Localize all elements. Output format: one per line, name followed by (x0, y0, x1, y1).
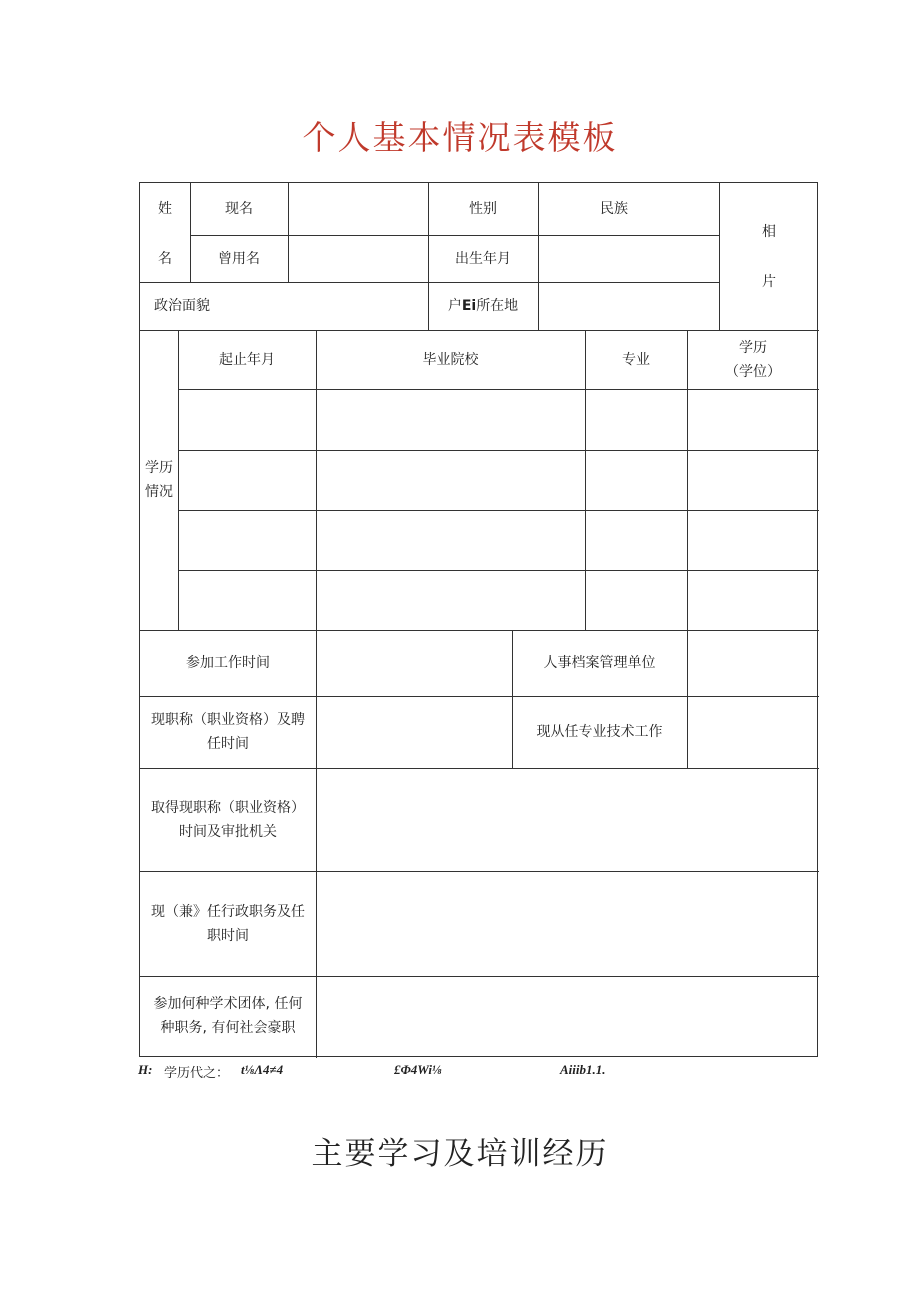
birth-date-field[interactable] (538, 235, 719, 282)
education-section-label (140, 330, 178, 630)
former-name-field[interactable] (288, 235, 428, 282)
edu-row-1-degree[interactable] (687, 389, 819, 450)
edu-header-degree-1: 学历 (739, 339, 767, 356)
title-hire-label (140, 696, 316, 768)
former-name-label: 曾用名 (218, 250, 260, 267)
personnel-file-unit-label: 人事档案管理单位 (543, 655, 656, 671)
edu-row-1-period[interactable] (178, 389, 316, 450)
note-code-2: £Φ4Wi⅛ (394, 1062, 442, 1077)
household-garble: Ei (461, 298, 477, 314)
page-title: 个人基本情况表模板 (302, 118, 618, 157)
current-tech-work-field[interactable] (687, 696, 819, 768)
admin-post-label (140, 871, 316, 976)
edu-row-4-major[interactable] (585, 570, 687, 630)
education-section-label-1: 学历 (145, 460, 173, 476)
edu-header-degree (687, 330, 819, 389)
title-hire-label-1: 现职称（职业资格）及聘 (151, 712, 305, 728)
gender-label: 性别 (469, 201, 497, 217)
academic-label (140, 976, 316, 1056)
edu-header-period: 起止年月 (219, 351, 275, 368)
edu-row-4-degree[interactable] (687, 570, 819, 630)
edu-row-2-school[interactable] (316, 450, 585, 510)
name-label-top: 姓 (158, 201, 172, 217)
title-obtain-field[interactable] (316, 768, 819, 871)
name-label-bottom: 名 (158, 250, 172, 267)
photo-label-1: 相 (762, 223, 776, 240)
note-prefix: H: (138, 1062, 153, 1077)
photo-label-2: 片 (762, 273, 776, 290)
note-code-3: Aiiib1.1. (560, 1062, 606, 1077)
edu-header-degree-2: （学位） (725, 363, 781, 380)
personal-info-form (139, 182, 818, 1057)
title-obtain-label-2: 时间及审批机关 (179, 823, 277, 840)
edu-row-4-school[interactable] (316, 570, 585, 630)
edu-row-4-period[interactable] (178, 570, 316, 630)
household-suffix: 所在地 (476, 298, 519, 314)
ethnicity-label: 民族 (600, 201, 628, 217)
note-text-label: 学历代之： (164, 1065, 230, 1080)
academic-field[interactable] (316, 976, 819, 1056)
admin-post-field[interactable] (316, 871, 819, 976)
title-obtain-label-1: 取得现职称（职业资格） (151, 799, 305, 816)
education-section-label-2: 情况 (145, 484, 173, 500)
edu-row-3-degree[interactable] (687, 510, 819, 570)
edu-header-major: 专业 (622, 351, 650, 368)
edu-row-3-period[interactable] (178, 510, 316, 570)
ethnicity-field[interactable] (690, 183, 719, 235)
political-status-label: 政治面貌 (154, 298, 210, 314)
academic-label-2: 种职务, 有何社会豪职 (160, 1020, 296, 1036)
section-subtitle: 主要学习及培训经历 (311, 1136, 609, 1172)
household-location-label (428, 282, 538, 330)
current-name-field[interactable] (288, 183, 428, 235)
work-start-time-field[interactable] (316, 630, 512, 696)
current-name-label: 现名 (225, 201, 253, 217)
admin-post-label-1: 现（兼》任行政职务及任 (151, 903, 305, 920)
birth-date-label: 出生年月 (455, 250, 511, 267)
edu-row-3-major[interactable] (585, 510, 687, 570)
edu-row-2-degree[interactable] (687, 450, 819, 510)
title-hire-field[interactable] (316, 696, 512, 768)
admin-post-label-2: 职时间 (207, 927, 249, 944)
edu-row-2-period[interactable] (178, 450, 316, 510)
academic-label-1: 参加何种学术团体, 任何 (153, 996, 303, 1012)
note-text (164, 1062, 229, 1082)
current-tech-work-label: 现从任专业技术工作 (536, 724, 663, 740)
title-hire-label-2: 任时间 (207, 736, 249, 752)
household-location-field[interactable] (538, 282, 719, 330)
edu-row-1-major[interactable] (585, 389, 687, 450)
note-code-1: t⅛Λ4≠4 (241, 1062, 284, 1077)
work-start-time-label: 参加工作时间 (186, 655, 270, 671)
edu-row-1-school[interactable] (316, 389, 585, 450)
personnel-file-unit-field[interactable] (687, 630, 819, 696)
title-obtain-label (140, 768, 316, 871)
edu-row-2-major[interactable] (585, 450, 687, 510)
edu-row-3-school[interactable] (316, 510, 585, 570)
photo-box[interactable] (719, 183, 819, 330)
household-prefix: 户 (447, 298, 462, 314)
edu-header-school: 毕业院校 (422, 351, 479, 368)
